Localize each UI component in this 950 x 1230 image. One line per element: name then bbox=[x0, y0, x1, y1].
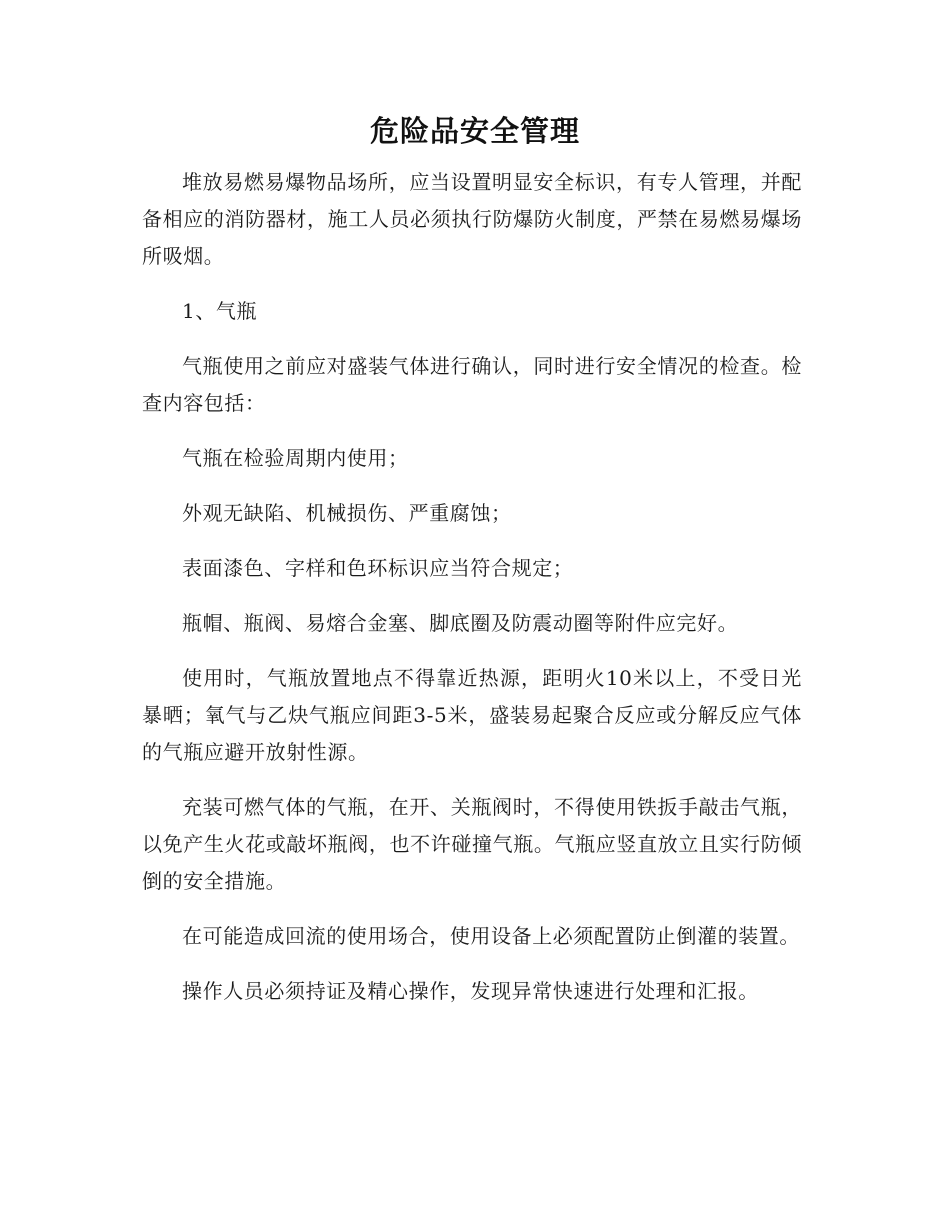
paragraph-operators: 操作人员必须持证及精心操作，发现异常快速进行处理和汇报。 bbox=[182, 979, 759, 1003]
document-title: 危险品安全管理 bbox=[369, 114, 580, 148]
paragraph-placement: 使用时，气瓶放置地点不得靠近热源，距明火10米以上，不受日光暴晒；氧气与乙炔气瓶应间距3-5米，盛装易起聚合反应或分解反应气体的气瓶应避开放射性源。 bbox=[142, 666, 802, 764]
check-item-accessories: 瓶帽、瓶阀、易熔合金塞、脚底圈及防震动圈等附件应完好。 bbox=[182, 611, 739, 635]
paragraph-backflow: 在可能造成回流的使用场合，使用设备上必须配置防止倒灌的装置。 bbox=[182, 924, 800, 948]
paragraph-pre-use-check: 气瓶使用之前应对盛装气体进行确认，同时进行安全情况的检查。检查内容包括： bbox=[142, 354, 802, 415]
section-heading-gas-cylinder: 1、气瓶 bbox=[182, 299, 258, 323]
paragraph-flammable-gas: 充装可燃气体的气瓶，在开、关瓶阀时，不得使用铁扳手敲击气瓶，以免产生火花或敲坏瓶阀，也不许碰撞气瓶。气瓶应竖直放立且实行防倾倒的安全措施。 bbox=[142, 795, 802, 893]
check-item-color-marking: 表面漆色、字样和色环标识应当符合规定； bbox=[182, 556, 574, 580]
document-body bbox=[142, 164, 802, 1028]
paragraph-intro: 堆放易燃易爆物品场所，应当设置明显安全标识，有专人管理，并配备相应的消防器材，施工人员必须执行防爆防火制度，严禁在易燃易爆场所吸烟。 bbox=[142, 170, 802, 268]
check-item-inspection-period: 气瓶在检验周期内使用； bbox=[182, 446, 409, 470]
check-item-appearance: 外观无缺陷、机械损伤、严重腐蚀； bbox=[182, 501, 512, 525]
